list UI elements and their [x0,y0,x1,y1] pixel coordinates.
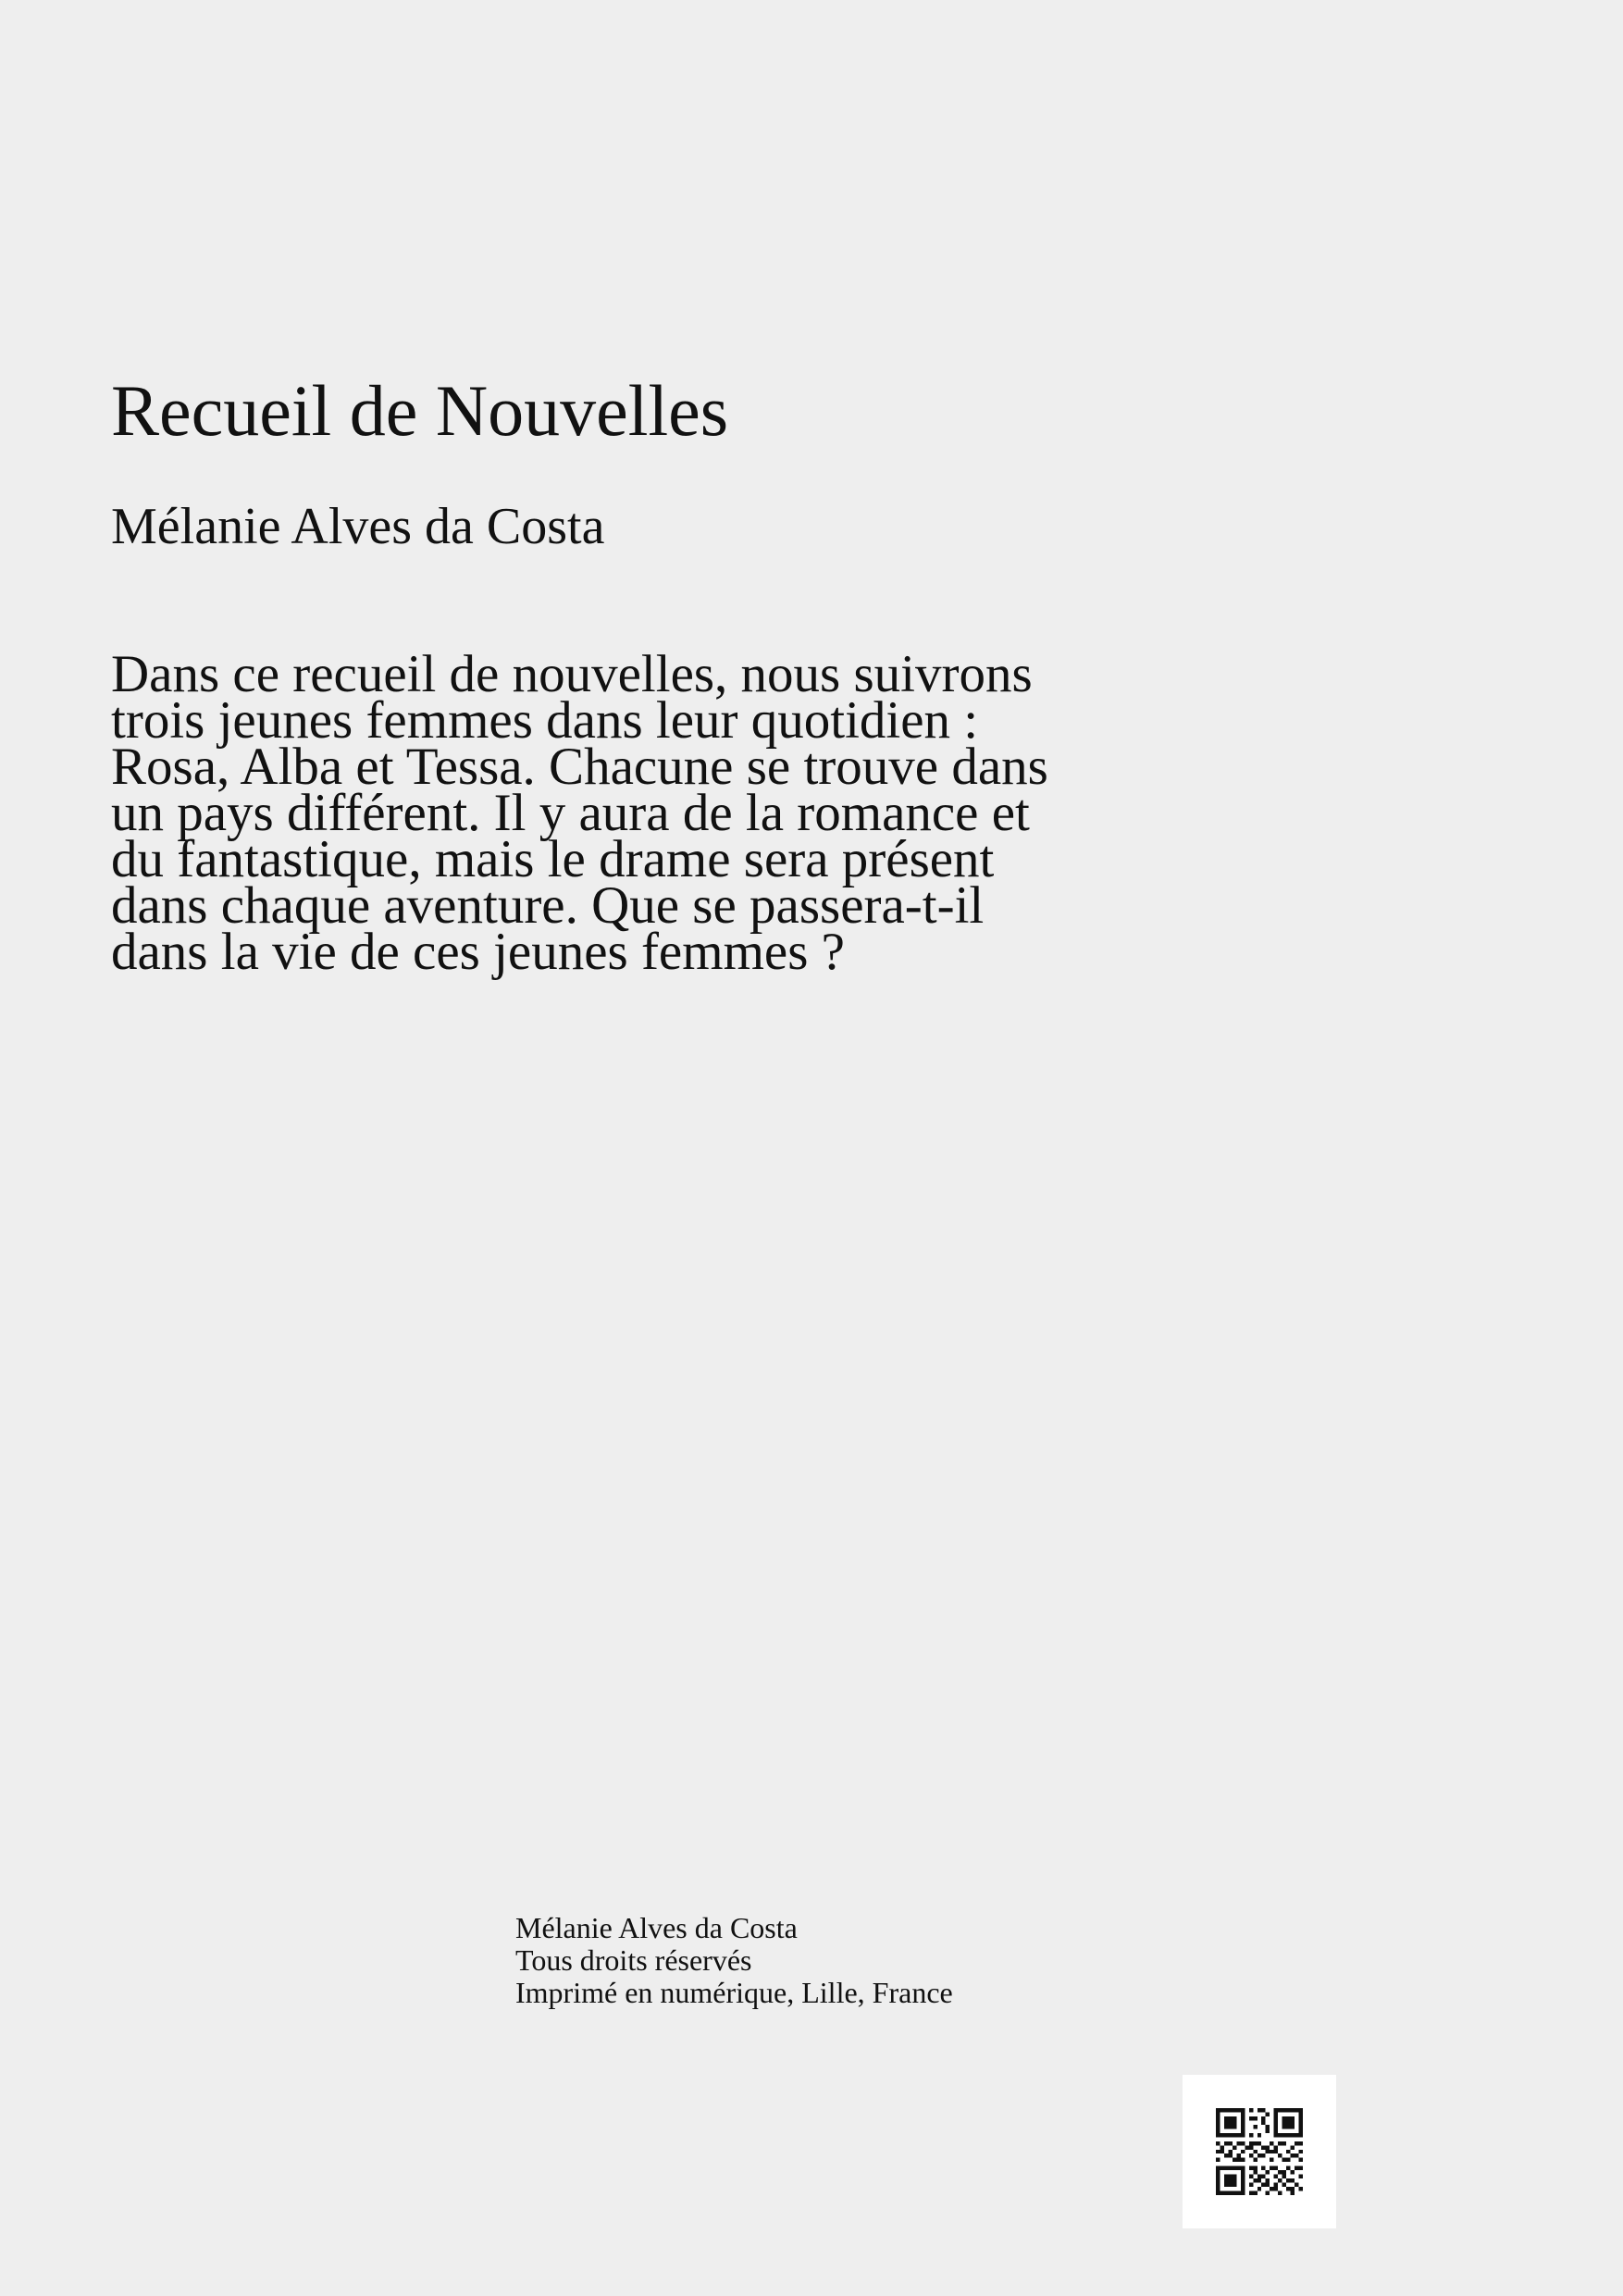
qr-code-container [1183,2075,1336,2228]
summary-line: dans la vie de ces jeunes femmes ? [111,923,845,981]
summary-line: Rosa, Alba et Tessa. Chacune se trouve dans [111,738,1048,796]
qr-code-icon [1216,2108,1303,2195]
summary-line: du fantastique, mais le drame sera présent [111,830,995,888]
book-summary [111,645,1184,981]
summary-line: dans chaque aventure. Que se passera-t-il [111,876,985,935]
summary-line: un pays différent. Il y aura de la romance et [111,784,1030,842]
colophon-author: Mélanie Alves da Costa [515,1911,798,1944]
colophon [515,1912,953,2009]
summary-line: trois jeunes femmes dans leur quotidien : [111,691,979,750]
colophon-printing: Imprimé en numérique, Lille, France [515,1976,953,2009]
author-name: Mélanie Alves da Costa [111,498,605,555]
colophon-rights: Tous droits réservés [515,1943,752,1977]
summary-line: Dans ce recueil de nouvelles, nous suivrons [111,645,1033,703]
book-title: Recueil de Nouvelles [111,370,729,451]
